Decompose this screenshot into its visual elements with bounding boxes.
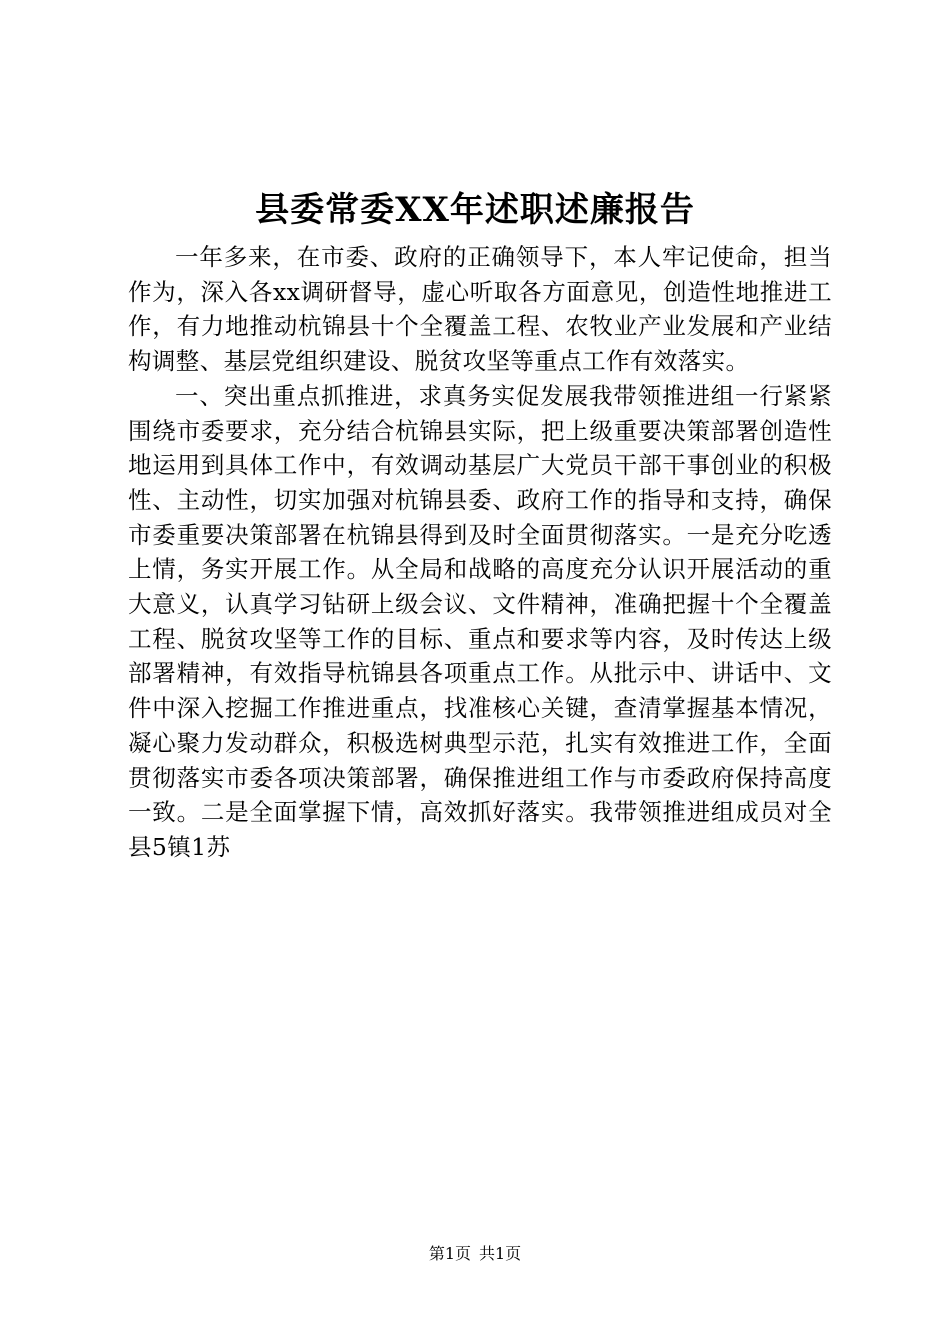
page-footer (0, 1242, 950, 1266)
document-body (128, 240, 832, 865)
body-paragraph-intro: 一年多来，在市委、政府的正确领导下，本人牢记使命，担当作为，深入各xx调研督导，虚心听取各方面意见，创造性地推进工作，有力地推动杭锦县十个全覆盖工程、农牧业产业发展和产业结构调整、基层党组织建设、脱贫攻坚等重点工作有效落实。 (128, 243, 832, 376)
document-title: 县委常委XX年述职述廉报告 (255, 190, 695, 230)
body-paragraph-section-one: 一、突出重点抓推进，求真务实促发展我带领推进组一行紧紧围绕市委要求，充分结合杭锦县实际，把上级重要决策部署创造性地运用到具体工作中，有效调动基层广大党员干部干事创业的积极性、主动性，切实加强对杭锦县委、政府工作的指导和支持，确保市委重要决策部署在杭锦县得到及时全面贯彻落实。一是充分吃透上情，务实开展工作。从全局和战略的高度充分认识开展活动的重大意义，认真学习钻研上级会议、文件精神，准确把握十个全覆盖工程、脱贫攻坚等工作的目标、重点和要求等内容，及时传达上级部署精神，有效指导杭锦县各项重点工作。从批示中、讲话中、文件中深入挖掘工作推进重点，找准核心关键，查清掌握基本情况，凝心聚力发动群众，积极选树典型示范，扎实有效推进工作，全面贯彻落实市委各项决策部署，确保推进组工作与市委政府保持高度一致。二是全面掌握下情，高效抓好落实。我带领推进组成员对全县5镇1苏 (128, 381, 832, 861)
page-number-current: 第1页 (428, 1244, 471, 1263)
page-number-total: 共1页 (479, 1244, 522, 1263)
